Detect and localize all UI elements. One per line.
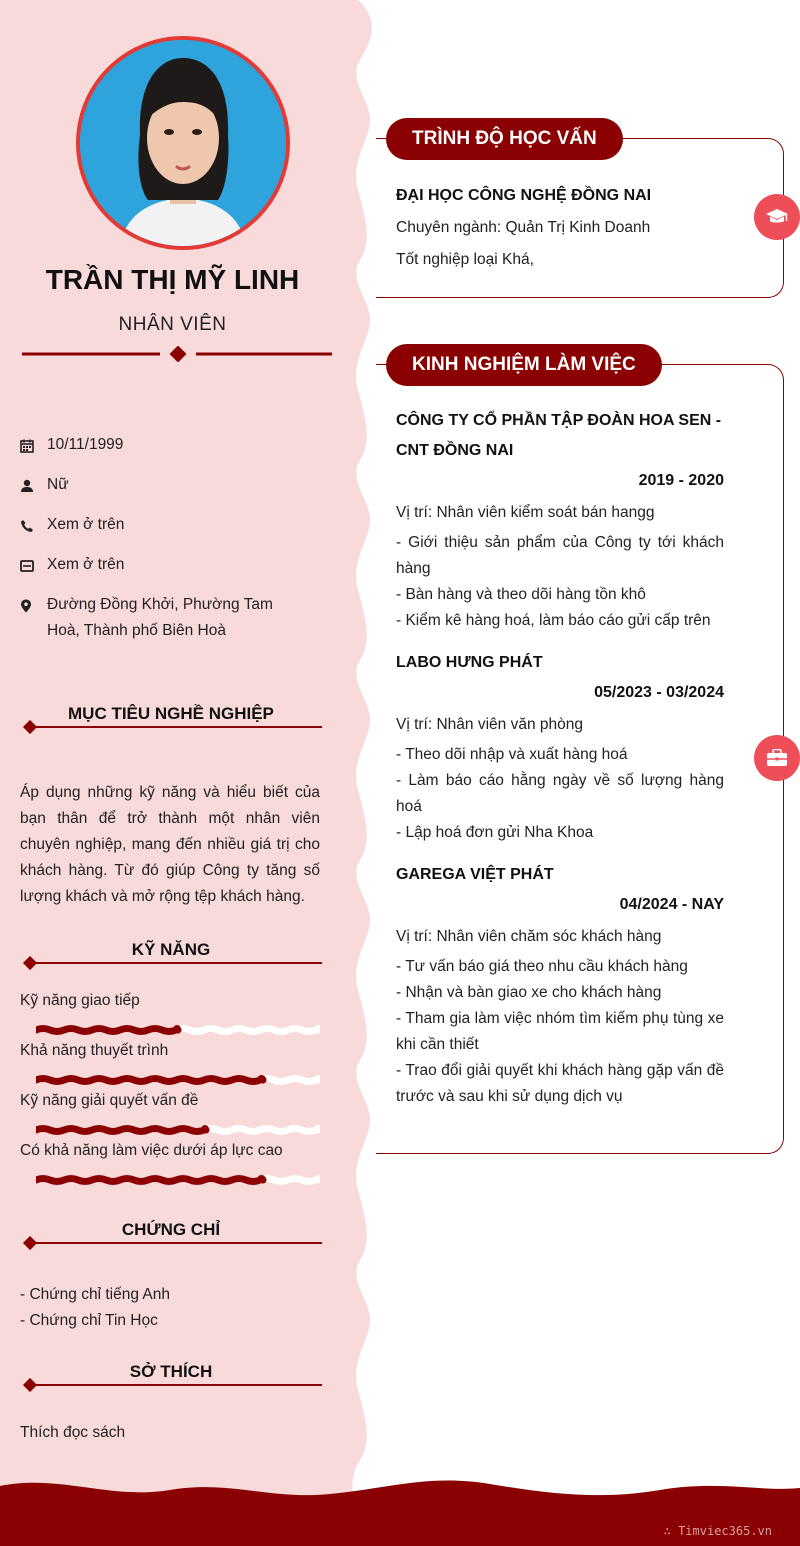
certificates-heading [20,1220,322,1250]
skill-item [20,1042,322,1092]
certificates-heading-rule [20,1236,322,1250]
education-major: Chuyên ngành: Quản Trị Kinh Doanh [396,219,651,236]
objective-text: Áp dụng những kỹ năng và hiểu biết của bạn thân để trở thành một nhân viên chuyên nghiệp, mang đến nhiều giá trị cho khách hàng. Từ đó giúp Công ty tăng số lượng khách và mở rộng tệp khách hàng. [20,784,320,905]
phone-text: Xem ở trên [47,516,125,533]
job-position: Vị trí: Nhân viên văn phòng [396,716,583,733]
email-icon [20,556,47,578]
objective-heading-text: MỤC TIÊU NGHỀ NGHIỆP [68,704,274,723]
contact-address [20,596,320,656]
job-duty: - Giới thiệu sản phẩm của Công ty tới khách hàng [396,534,724,577]
skill-item [20,992,322,1042]
job-entry [396,406,724,634]
brand-watermark: ∴ Timviec365.vn [663,1524,772,1538]
skill-level-bar [36,1022,320,1038]
briefcase-icon [754,735,800,781]
job-duty: - Tham gia làm việc nhóm tìm kiếm phụ tùng xe khi cần thiết [396,1010,724,1053]
address-text [47,592,273,644]
job-period: 2019 - 2020 [638,472,724,489]
skills-list [20,992,322,1192]
sidebar [0,0,380,1546]
job-position: Vị trí: Nhân viên kiểm soát bán hangg [396,504,655,521]
graduation-cap-icon [754,194,800,240]
education-content [396,180,724,276]
job-period: 04/2024 - NAY [619,896,724,913]
education-section [376,118,784,298]
job-duty: - Bàn hàng và theo dõi hàng tồn khô [396,586,646,603]
skill-label: Kỹ năng giao tiếp [20,992,140,1009]
skill-item [20,1092,322,1142]
job-period: 05/2023 - 03/2024 [594,684,724,701]
objective-heading [20,704,322,734]
contact-phone [20,516,320,556]
avatar [76,36,290,250]
contact-email [20,556,320,596]
job-duty: - Nhận và bàn giao xe cho khách hàng [396,984,662,1001]
skill-bar-fill [36,1079,263,1082]
hobbies-heading-rule [20,1378,322,1392]
gender-text: Nữ [47,476,69,493]
contact-list [20,436,320,656]
hobbies-heading [20,1362,322,1392]
phone-icon [20,516,47,538]
skill-bar-fill [36,1129,206,1132]
experience-section [376,344,784,1154]
job-company: GAREGA VIỆT PHÁT [396,866,554,883]
candidate-title: NHÂN VIÊN [118,314,227,335]
hobby-text: Thích đọc sách [20,1424,126,1441]
job-duty: - Lập hoá đơn gửi Nha Khoa [396,824,594,841]
job-duty: - Trao đổi giải quyết khi khách hàng gặp vấn đề trước và sau khi sử dụng dịch vụ [396,1062,724,1105]
certificates-list [20,1282,170,1334]
job-duty: - Làm báo cáo hằng ngày về số lượng hàng hoá [396,772,724,815]
skills-heading-rule [20,956,322,970]
objective-heading-rule [20,720,322,734]
contact-gender [20,476,320,516]
education-heading: TRÌNH ĐỘ HỌC VẤN [386,118,623,160]
education-result: Tốt nghiệp loại Khá, [396,251,534,268]
skill-bar-fill [36,1179,263,1182]
skill-level-bar [36,1072,320,1088]
job-duty: - Theo dõi nhập và xuất hàng hoá [396,746,628,763]
skills-heading-text: KỸ NĂNG [131,940,211,959]
user-icon [20,476,47,498]
job-entry [396,648,724,846]
skill-level-bar [36,1172,320,1188]
skill-label: Có khả năng làm việc dưới áp lực cao [20,1142,283,1159]
location-icon [20,596,47,618]
certificate-item: - Chứng chỉ tiếng Anh [20,1286,170,1303]
job-duty: - Tư vấn báo giá theo nhu cầu khách hàng [396,958,688,975]
job-entry [396,860,724,1110]
email-text: Xem ở trên [47,556,125,573]
job-duty: - Kiểm kê hàng hoá, làm báo cáo gửi cấp trên [396,612,711,629]
calendar-icon [20,436,47,458]
name-divider [22,346,334,362]
certificate-item: - Chứng chỉ Tin Học [20,1312,158,1329]
skill-bar-fill [36,1029,178,1032]
certificates-heading-text: CHỨNG CHỈ [121,1220,221,1239]
education-school: ĐẠI HỌC CÔNG NGHỆ ĐỒNG NAI [396,187,652,204]
hobbies-heading-text: SỞ THÍCH [129,1362,213,1381]
skill-label: Khả năng thuyết trình [20,1042,169,1059]
job-company: CÔNG TY CỔ PHẦN TẬP ĐOÀN HOA SEN - CNT ĐỒNG NAI [396,412,722,459]
address-line-2: Hoà, Thành phố Biên Hoà [47,622,226,639]
portrait-image [80,40,286,246]
skill-label: Kỹ năng giải quyết vấn đề [20,1092,199,1109]
experience-heading: KINH NGHIỆM LÀM VIỆC [386,344,662,386]
birthday-text: 10/11/1999 [47,436,124,453]
skill-item [20,1142,322,1192]
candidate-name: TRẦN THỊ MỸ LINH [45,264,300,295]
job-position: Vị trí: Nhân viên chăm sóc khách hàng [396,928,662,945]
experience-content [396,406,724,1124]
skill-level-bar [36,1122,320,1138]
address-line-1: Đường Đồng Khởi, Phường Tam [47,596,273,613]
job-company: LABO HƯNG PHÁT [396,654,543,671]
contact-birthday [20,436,320,476]
skills-heading [20,940,322,970]
